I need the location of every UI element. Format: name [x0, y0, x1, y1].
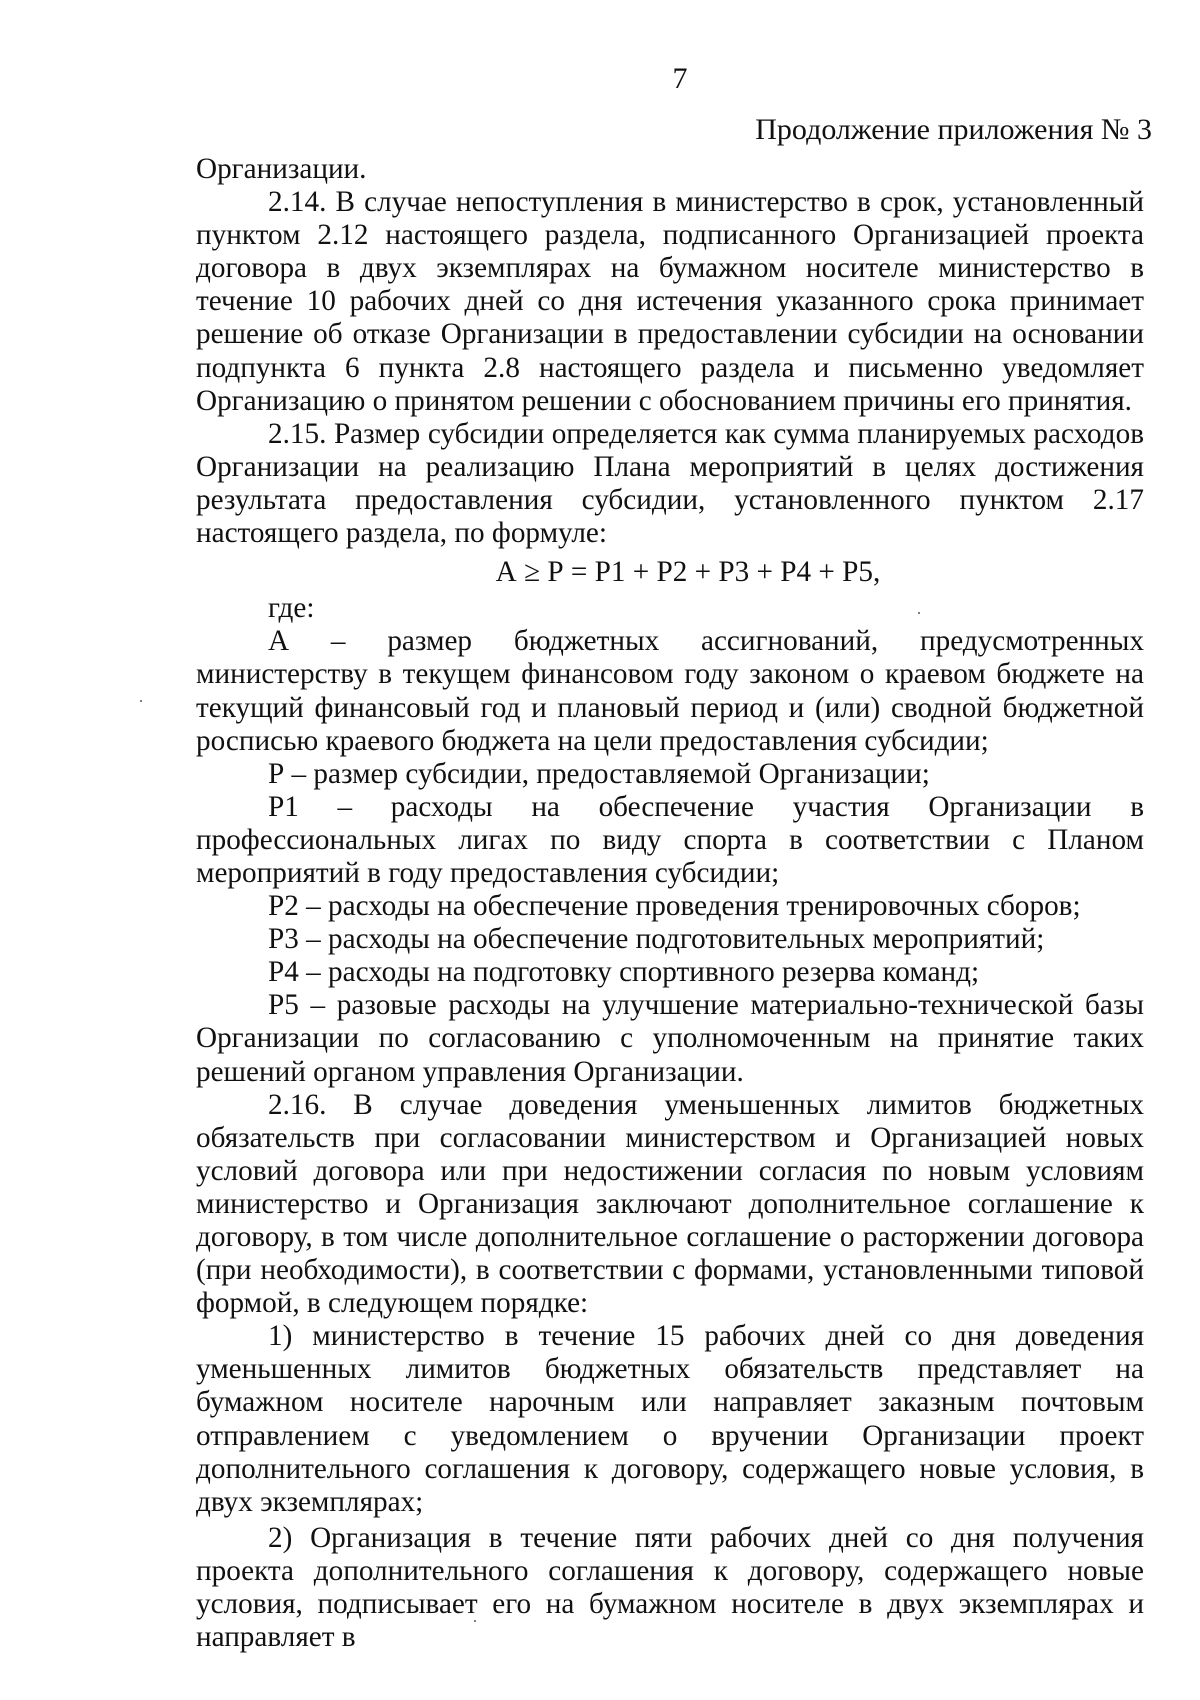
paragraph-2-14: 2.14. В случае непоступления в министерство в срок, установленный пунктом 2.12 настоящего раздела, подписанного Организацией проекта договора в двух экземплярах на бумажном носителе министерство в течение 10 рабочих дней со дня истечения указанного срока принимает решение об отказе Организации в предоставлении субсидии на основании подпункта 6 пункта 2.8 настоящего раздела и письменно уведомляет Организацию о принятом решении с обоснованием причины его принятия. — [196, 186, 1144, 417]
paragraph-2-16-item-1: 1) министерство в течение 15 рабочих дней со дня доведения уменьшенных лимитов бюджетных обязательств представляет на бумажном носителе нарочным или направляет заказным почтовым отправлением с уведомлением о вручении Организации проект дополнительного соглашения к договору, содержащего новые условия, в двух экземплярах; — [196, 1320, 1144, 1518]
scan-speck — [918, 612, 920, 614]
page-number: 7 — [672, 62, 688, 95]
definition-p1: Р1 – расходы на обеспечение участия Организации в профессиональных лигах по виду спорта в соответствии с Планом мероприятий в году предоставления субсидии; — [196, 790, 1144, 889]
scan-speck — [140, 700, 142, 702]
paragraph-organization-fragment: Организации. — [196, 153, 367, 185]
definition-p: Р – размер субсидии, предоставляемой Организации; — [268, 757, 930, 790]
definition-p2: Р2 – расходы на обеспечение проведения тренировочных сборов; — [268, 890, 1081, 923]
paragraph-2-16-item-2: 2) Организация в течение пяти рабочих дней со дня получения проекта дополнительного соглашения к договору, содержащего новые условия, подписывает его на бумажном носителе в двух экземплярах и направляет в — [196, 1521, 1144, 1654]
definition-a: А – размер бюджетных ассигнований, предусмотренных министерству в текущем финансовом году законом о краевом бюджете на текущий финансовый год и плановый период и (или) сводной бюджетной росписью краевого бюджета на цели предоставления субсидии; — [196, 625, 1144, 757]
scan-speck — [474, 1620, 476, 1622]
definition-p5: Р5 – разовые расходы на улучшение материально-технической базы Организации по согласованию с уполномоченным на принятие таких решений органом управления Организации. — [196, 989, 1144, 1088]
document-body — [196, 153, 1144, 1654]
paragraph-2-15: 2.15. Размер субсидии определяется как сумма планируемых расходов Организации на реализацию Плана мероприятий в целях достижения результата предоставления субсидии, установленного пунктом 2.17 настоящего раздела, по формуле: — [196, 417, 1144, 550]
subsidy-formula: А ≥ Р = Р1 + Р2 + Р3 + Р4 + Р5, — [495, 556, 881, 589]
definition-p3: Р3 – расходы на обеспечение подготовительных мероприятий; — [268, 923, 1045, 956]
definition-p4: Р4 – расходы на подготовку спортивного резерва команд; — [268, 956, 980, 989]
paragraph-where: где: — [268, 592, 315, 625]
paragraph-2-16: 2.16. В случае доведения уменьшенных лимитов бюджетных обязательств при согласовании министерством и Организацией новых условий договора или при недостижении согласия по новым условиям министерство и Организация заключают дополнительное соглашение к договору, в том числе дополнительное соглашение о расторжении договора (при необходимости), в соответствии с формами, установленными типовой формой, в следующем порядке: — [196, 1088, 1144, 1320]
appendix-continuation-note: Продолжение приложения № 3 — [755, 113, 1152, 146]
